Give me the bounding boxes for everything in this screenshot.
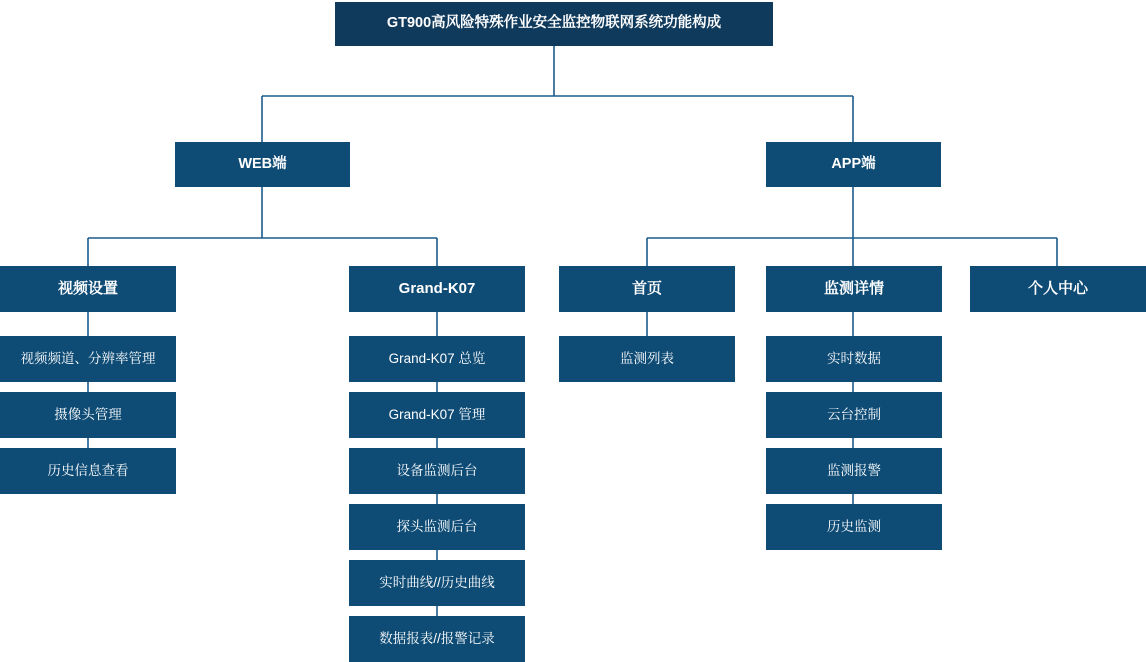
node-app[interactable]: APP端: [766, 142, 941, 187]
leaf-video-3[interactable]: 历史信息查看: [0, 448, 176, 494]
leaf-detail-2[interactable]: 云台控制: [766, 392, 942, 438]
node-profile-center[interactable]: 个人中心: [970, 266, 1146, 312]
leaf-grand-6[interactable]: 数据报表//报警记录: [349, 616, 525, 662]
leaf-grand-3[interactable]: 设备监测后台: [349, 448, 525, 494]
node-video-settings[interactable]: 视频设置: [0, 266, 176, 312]
leaf-grand-2[interactable]: Grand-K07 管理: [349, 392, 525, 438]
leaf-video-2[interactable]: 摄像头管理: [0, 392, 176, 438]
node-home[interactable]: 首页: [559, 266, 735, 312]
leaf-grand-1[interactable]: Grand-K07 总览: [349, 336, 525, 382]
node-grand-k07[interactable]: Grand-K07: [349, 266, 525, 312]
leaf-detail-1[interactable]: 实时数据: [766, 336, 942, 382]
leaf-grand-4[interactable]: 探头监测后台: [349, 504, 525, 550]
leaf-home-1[interactable]: 监测列表: [559, 336, 735, 382]
leaf-video-1[interactable]: 视频频道、分辨率管理: [0, 336, 176, 382]
node-monitor-detail[interactable]: 监测详情: [766, 266, 942, 312]
leaf-grand-5[interactable]: 实时曲线//历史曲线: [349, 560, 525, 606]
node-web[interactable]: WEB端: [175, 142, 350, 187]
leaf-detail-4[interactable]: 历史监测: [766, 504, 942, 550]
root-node-title: GT900高风险特殊作业安全监控物联网系统功能构成: [335, 2, 773, 46]
leaf-detail-3[interactable]: 监测报警: [766, 448, 942, 494]
